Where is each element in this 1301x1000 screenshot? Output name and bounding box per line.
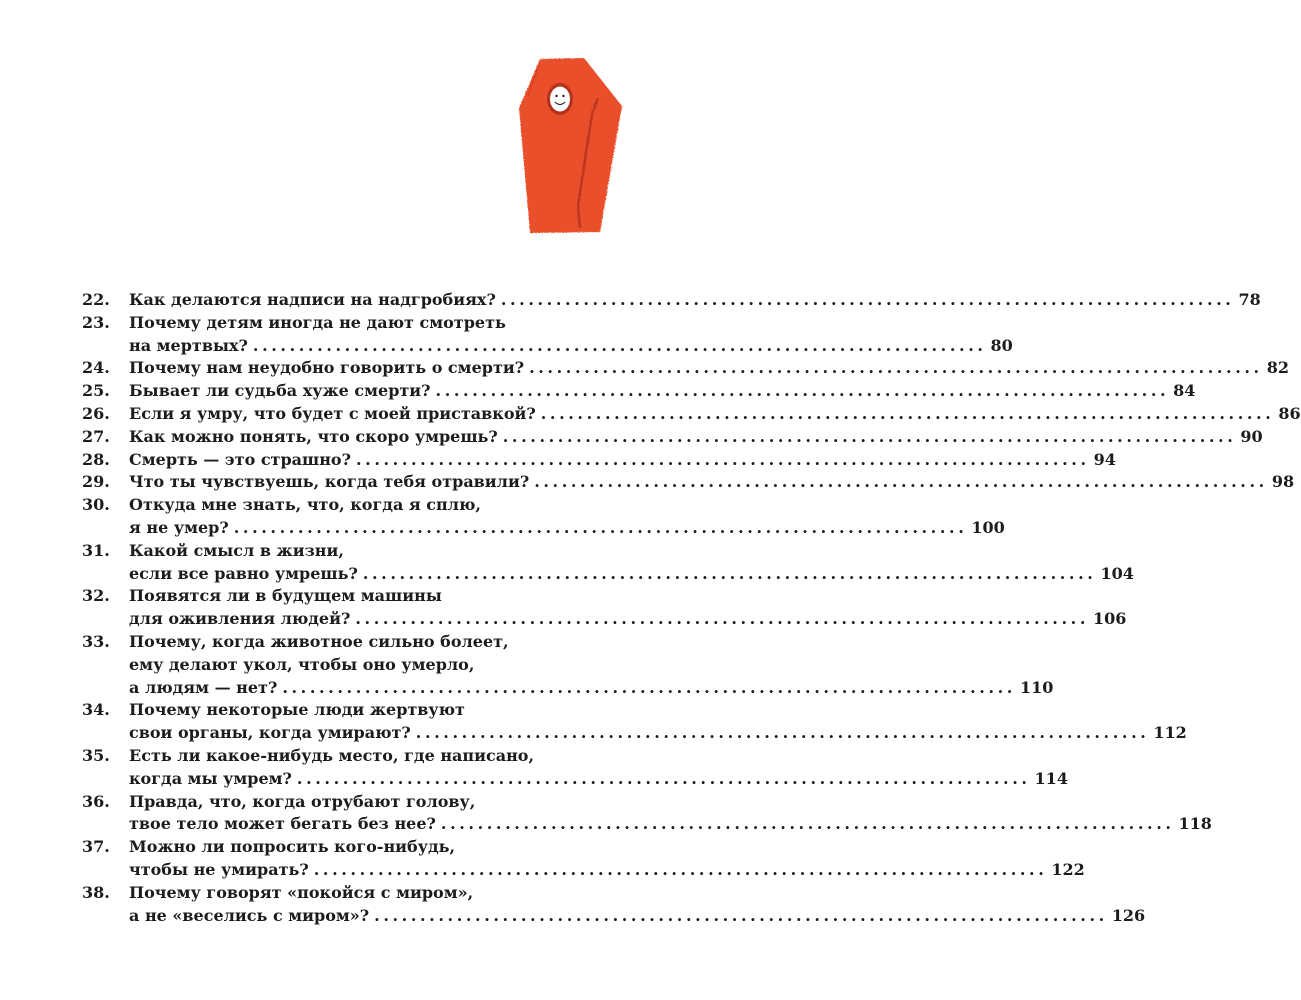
toc-entry-body (129, 449, 1116, 472)
toc-entry[interactable] (82, 357, 1289, 380)
dot-leader: ................................................................................ (415, 723, 1150, 743)
toc-entry-number: 38. (82, 882, 110, 902)
toc-entry-last-line (129, 905, 1146, 928)
toc-entry-title-line: когда мы умрем? (129, 768, 292, 788)
dot-leader: ................................................................................ (540, 403, 1275, 423)
toc-entry-page-number: 126 (1111, 905, 1146, 925)
toc-entry-page-number: 80 (990, 335, 1013, 355)
toc-entry-body (129, 289, 1261, 312)
toc-entry-number: 23. (82, 312, 110, 332)
toc-entry-body (129, 745, 1068, 791)
toc-entry-last-line (129, 403, 1301, 426)
toc-entry-title-line: Появятся ли в будущем машины (129, 586, 442, 606)
toc-entry[interactable] (82, 380, 1196, 403)
dot-leader: ................................................................................ (296, 768, 1031, 788)
toc-entry-last-line (129, 426, 1263, 449)
toc-entry-title-line: Можно ли попросить кого-нибудь, (129, 837, 456, 857)
toc-entry-body (129, 494, 1005, 540)
toc-entry-last-line (129, 357, 1289, 380)
dot-leader: ................................................................................ (500, 290, 1235, 309)
toc-entry-page-number: 94 (1093, 449, 1116, 469)
toc-entry[interactable] (82, 882, 1146, 928)
toc-entry-body (129, 403, 1301, 426)
toc-entry-page-number: 106 (1092, 609, 1127, 629)
dot-leader: ................................................................................ (502, 426, 1237, 446)
dot-leader: ................................................................................ (529, 358, 1263, 378)
toc-entry-title-line: для оживления людей? (129, 609, 351, 629)
toc-entry-title-line: чтобы не умирать? (129, 859, 309, 879)
toc-entry-number: 34. (82, 700, 110, 720)
toc-entry-number: 36. (82, 791, 110, 811)
toc-entry-last-line (129, 380, 1196, 403)
toc-entry-number: 35. (82, 745, 110, 765)
toc-entry-last-line (129, 335, 1013, 358)
toc-entry-title-line: а не «веселись с миром»? (129, 905, 370, 925)
toc-entry-page-number: 114 (1034, 768, 1068, 788)
toc-entry-title-line: а людям — нет? (129, 677, 278, 697)
toc-entry-page-number: 104 (1100, 563, 1134, 583)
toc-entry-page-number: 86 (1278, 403, 1301, 423)
dot-leader: ................................................................................ (362, 563, 1097, 583)
toc-entry-title-line: Если я умру, что будет с моей приставкой? (129, 403, 536, 423)
toc-entry-title-line: Правда, что, когда отрубают голову, (129, 791, 476, 811)
toc-entry-body (129, 540, 1134, 586)
toc-entry[interactable] (82, 403, 1301, 426)
toc-entry-title-line: Смерть — это страшно? (129, 449, 351, 469)
toc-entry-title-line: на мертвых? (129, 335, 248, 355)
dot-leader: ................................................................................ (252, 335, 987, 355)
toc-entry-last-line (129, 289, 1261, 312)
toc-entry[interactable] (82, 494, 1005, 540)
toc-entry-last-line (129, 813, 1212, 836)
toc-entry-body (129, 357, 1289, 380)
toc-entry-page-number: 78 (1238, 290, 1261, 309)
toc-entry[interactable] (82, 745, 1068, 791)
toc-entry-title-line: Почему некоторые люди жертвуют (129, 700, 465, 720)
toc-entry-number: 32. (82, 586, 110, 606)
toc-entry-title-line: Почему нам неудобно говорить о смерти? (129, 358, 525, 378)
toc-entry-title-line: Как можно понять, что скоро умрешь? (129, 426, 498, 446)
toc-entry-body (129, 631, 1054, 699)
toc-entry-body (129, 882, 1146, 928)
dot-leader: ................................................................................ (374, 905, 1108, 925)
toc-entry[interactable] (82, 426, 1263, 449)
toc-entry-number: 31. (82, 540, 110, 560)
face-icon (550, 87, 570, 112)
toc-entry-title-line: Почему говорят «покойся с миром», (129, 882, 474, 902)
toc-entry-last-line (129, 677, 1054, 700)
toc-entry-body (129, 426, 1263, 449)
toc-entry[interactable] (82, 289, 1261, 312)
toc-entry-title-line: Есть ли какое-нибудь место, где написано, (129, 745, 535, 765)
toc-entry-number: 22. (82, 290, 110, 309)
toc-entry-number: 30. (82, 495, 110, 515)
dot-leader: ................................................................................ (534, 472, 1268, 492)
toc-entry-title-line: Бывает ли судьба хуже смерти? (129, 381, 431, 401)
toc-entry-body (129, 585, 1127, 631)
toc-entry-number: 29. (82, 472, 110, 492)
toc-entry-title-line: Почему, когда животное сильно болеет, (129, 631, 509, 651)
toc-entry-number: 28. (82, 449, 110, 469)
toc-entry-body (129, 312, 1013, 358)
coffin-icon (518, 56, 624, 236)
table-of-contents (82, 289, 1301, 927)
toc-entry[interactable] (82, 449, 1116, 472)
toc-entry-page-number: 112 (1153, 723, 1187, 743)
toc-entry-title-line: ему делают укол, чтобы оно умерло, (129, 654, 475, 674)
toc-entry[interactable] (82, 791, 1212, 837)
toc-entry-page-number: 82 (1266, 358, 1289, 378)
toc-entry-last-line (129, 768, 1068, 791)
dot-leader: ................................................................................ (440, 814, 1175, 834)
toc-entry[interactable] (82, 836, 1085, 882)
toc-entry-body (129, 380, 1196, 403)
toc-entry-number: 25. (82, 381, 110, 401)
dot-leader: ................................................................................ (282, 677, 1016, 697)
dot-leader: ................................................................................ (435, 381, 1170, 401)
toc-entry-page-number: 90 (1240, 426, 1263, 446)
toc-entry-title-line: Почему детям иногда не дают смотреть (129, 312, 506, 332)
toc-entry-page-number: 118 (1178, 814, 1212, 834)
toc-entry-page-number: 110 (1019, 677, 1054, 697)
toc-entry-title-line: если все равно умрешь? (129, 563, 358, 583)
toc-entry-last-line (129, 722, 1187, 745)
toc-entry-last-line (129, 563, 1134, 586)
toc-entry-last-line (129, 859, 1085, 882)
toc-entry-body (129, 471, 1295, 494)
toc-entry-last-line (129, 471, 1295, 494)
toc-entry-body (129, 791, 1212, 837)
toc-entry-page-number: 100 (971, 517, 1005, 537)
toc-entry[interactable] (82, 585, 1127, 631)
toc-entry-number: 37. (82, 837, 110, 857)
toc-entry[interactable] (82, 312, 1013, 358)
toc-entry-title-line: Как делаются надписи на надгробиях? (129, 290, 496, 309)
dot-leader: ................................................................................ (355, 449, 1090, 469)
toc-entry-number: 24. (82, 358, 110, 378)
toc-entry-page-number: 122 (1051, 859, 1085, 879)
toc-entry-title-line: я не умер? (129, 517, 229, 537)
toc-entry[interactable] (82, 471, 1295, 494)
toc-entry-number: 33. (82, 631, 110, 651)
toc-entry-number: 27. (82, 426, 110, 446)
dot-leader: ................................................................................ (355, 609, 1089, 629)
toc-entry-title-line: твое тело может бегать без нее? (129, 814, 436, 834)
toc-entry[interactable] (82, 699, 1187, 745)
toc-entry-body (129, 699, 1187, 745)
dot-leader: ................................................................................ (233, 517, 968, 537)
toc-entry-last-line (129, 449, 1116, 472)
toc-entry-title-line: Что ты чувствуешь, когда тебя отравили? (129, 472, 530, 492)
toc-entry-title-line: Какой смысл в жизни, (129, 540, 344, 560)
toc-entry[interactable] (82, 631, 1054, 699)
toc-entry-title-line: Откуда мне знать, что, когда я сплю, (129, 495, 481, 515)
toc-entry-page-number: 84 (1173, 381, 1196, 401)
toc-entry[interactable] (82, 540, 1134, 586)
toc-entry-body (129, 836, 1085, 882)
toc-entry-title-line: свои органы, когда умирают? (129, 723, 411, 743)
toc-entry-page-number: 98 (1271, 472, 1295, 492)
toc-entry-last-line (129, 608, 1127, 631)
toc-entry-last-line (129, 517, 1005, 540)
dot-leader: ................................................................................ (313, 859, 1048, 879)
toc-entry-number: 26. (82, 403, 110, 423)
